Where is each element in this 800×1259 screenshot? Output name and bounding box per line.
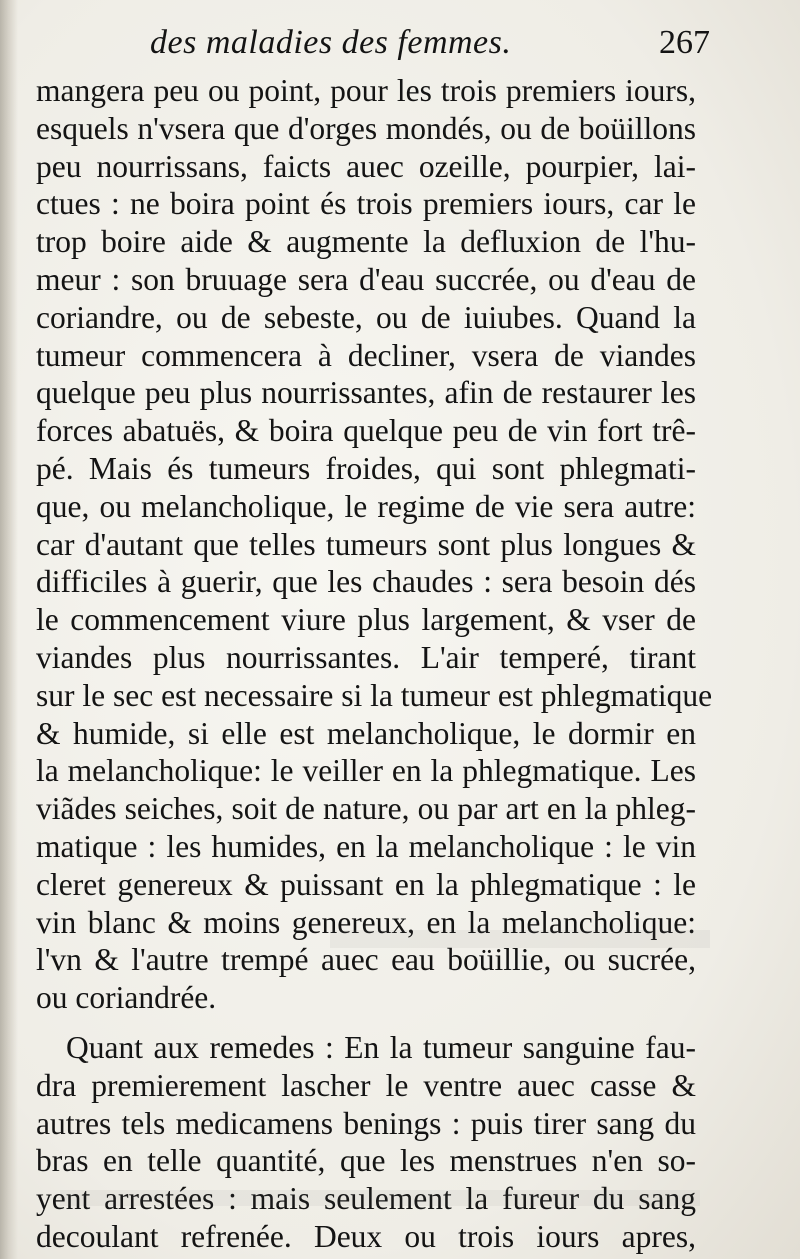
text-line: car d'autant que telles tumeurs sont plus longues & <box>36 526 696 562</box>
running-head <box>150 24 710 74</box>
text-line: dra premierement lascher le ventre auec casse & <box>36 1067 696 1103</box>
text-line: ou coriandrée. <box>36 980 217 1016</box>
text-line: que, ou melancholique, le regime de vie sera autre: <box>36 488 696 524</box>
body-text <box>36 72 713 1256</box>
text-line: peu nourrissans, faicts auec ozeille, pourpier, lai- <box>36 148 696 184</box>
text-line: autres tels medicamens benings : puis tirer sang du <box>36 1105 696 1141</box>
text-line: le commencement viure plus largement, & vser de <box>36 602 696 638</box>
text-line: decoulant refrenée. Deux ou trois iours apres, <box>36 1218 696 1254</box>
text-line: pé. Mais és tumeurs froides, qui sont phlegmati- <box>36 450 696 486</box>
text-line: meur : son bruuage sera d'eau succrée, ou d'eau de <box>36 261 696 297</box>
page-number: 267 <box>659 24 710 61</box>
text-line: mangera peu ou point, pour les trois premiers iours, <box>36 73 696 108</box>
text-line: forces abatuës, & boira quelque peu de vin fort trê- <box>36 413 696 449</box>
paragraph-gap <box>36 1017 696 1029</box>
text-line: tumeur commencera à decliner, vsera de viandes <box>36 337 696 373</box>
text-line: viãdes seiches, soit de nature, ou par art en la phleg- <box>36 791 696 827</box>
binding-shadow <box>0 0 18 1259</box>
text-line: sur le sec est necessaire si la tumeur est phlegmatique <box>36 677 713 713</box>
text-line: la melancholique: le veiller en la phlegmatique. Les <box>36 753 696 789</box>
text-line: quelque peu plus nourrissantes, afin de restaurer les <box>36 375 696 411</box>
text-line: vin blanc & moins genereux, en la melancholique: <box>36 904 696 940</box>
text-line: & humide, si elle est melancholique, le dormir en <box>36 715 696 751</box>
running-title: des maladies des femmes. <box>150 24 512 61</box>
text-line: coriandre, ou de sebeste, ou de iuiubes. Quand la <box>36 299 696 335</box>
show-through-shading <box>60 1190 700 1206</box>
text-line: l'vn & l'autre trempé auec eau boüillie, ou sucrée, <box>36 942 696 978</box>
text-line: viandes plus nourrissantes. L'air temperé, tirant <box>36 639 696 675</box>
text-line: cleret genereux & puissant en la phlegmatique : le <box>36 866 696 902</box>
text-line: yent arrestées : mais seulement la fureur du sang <box>36 1181 696 1217</box>
text-line: matique : les humides, en la melancholique : le vin <box>36 828 696 864</box>
text-line: ctues : ne boira point és trois premiers iours, car le <box>36 186 696 222</box>
text-line: difficiles à guerir, que les chaudes : sera besoin dés <box>36 564 696 600</box>
text-line: trop boire aide & augmente la defluxion de l'hu- <box>36 224 696 260</box>
text-line: esquels n'vsera que d'orges mondés, ou de boüillons <box>36 110 696 146</box>
show-through-shading <box>330 930 710 948</box>
text-line: bras en telle quantité, que les menstrues n'en so- <box>36 1143 696 1179</box>
text-line: Quant aux remedes : En la tumeur sanguine fau- <box>66 1029 696 1065</box>
